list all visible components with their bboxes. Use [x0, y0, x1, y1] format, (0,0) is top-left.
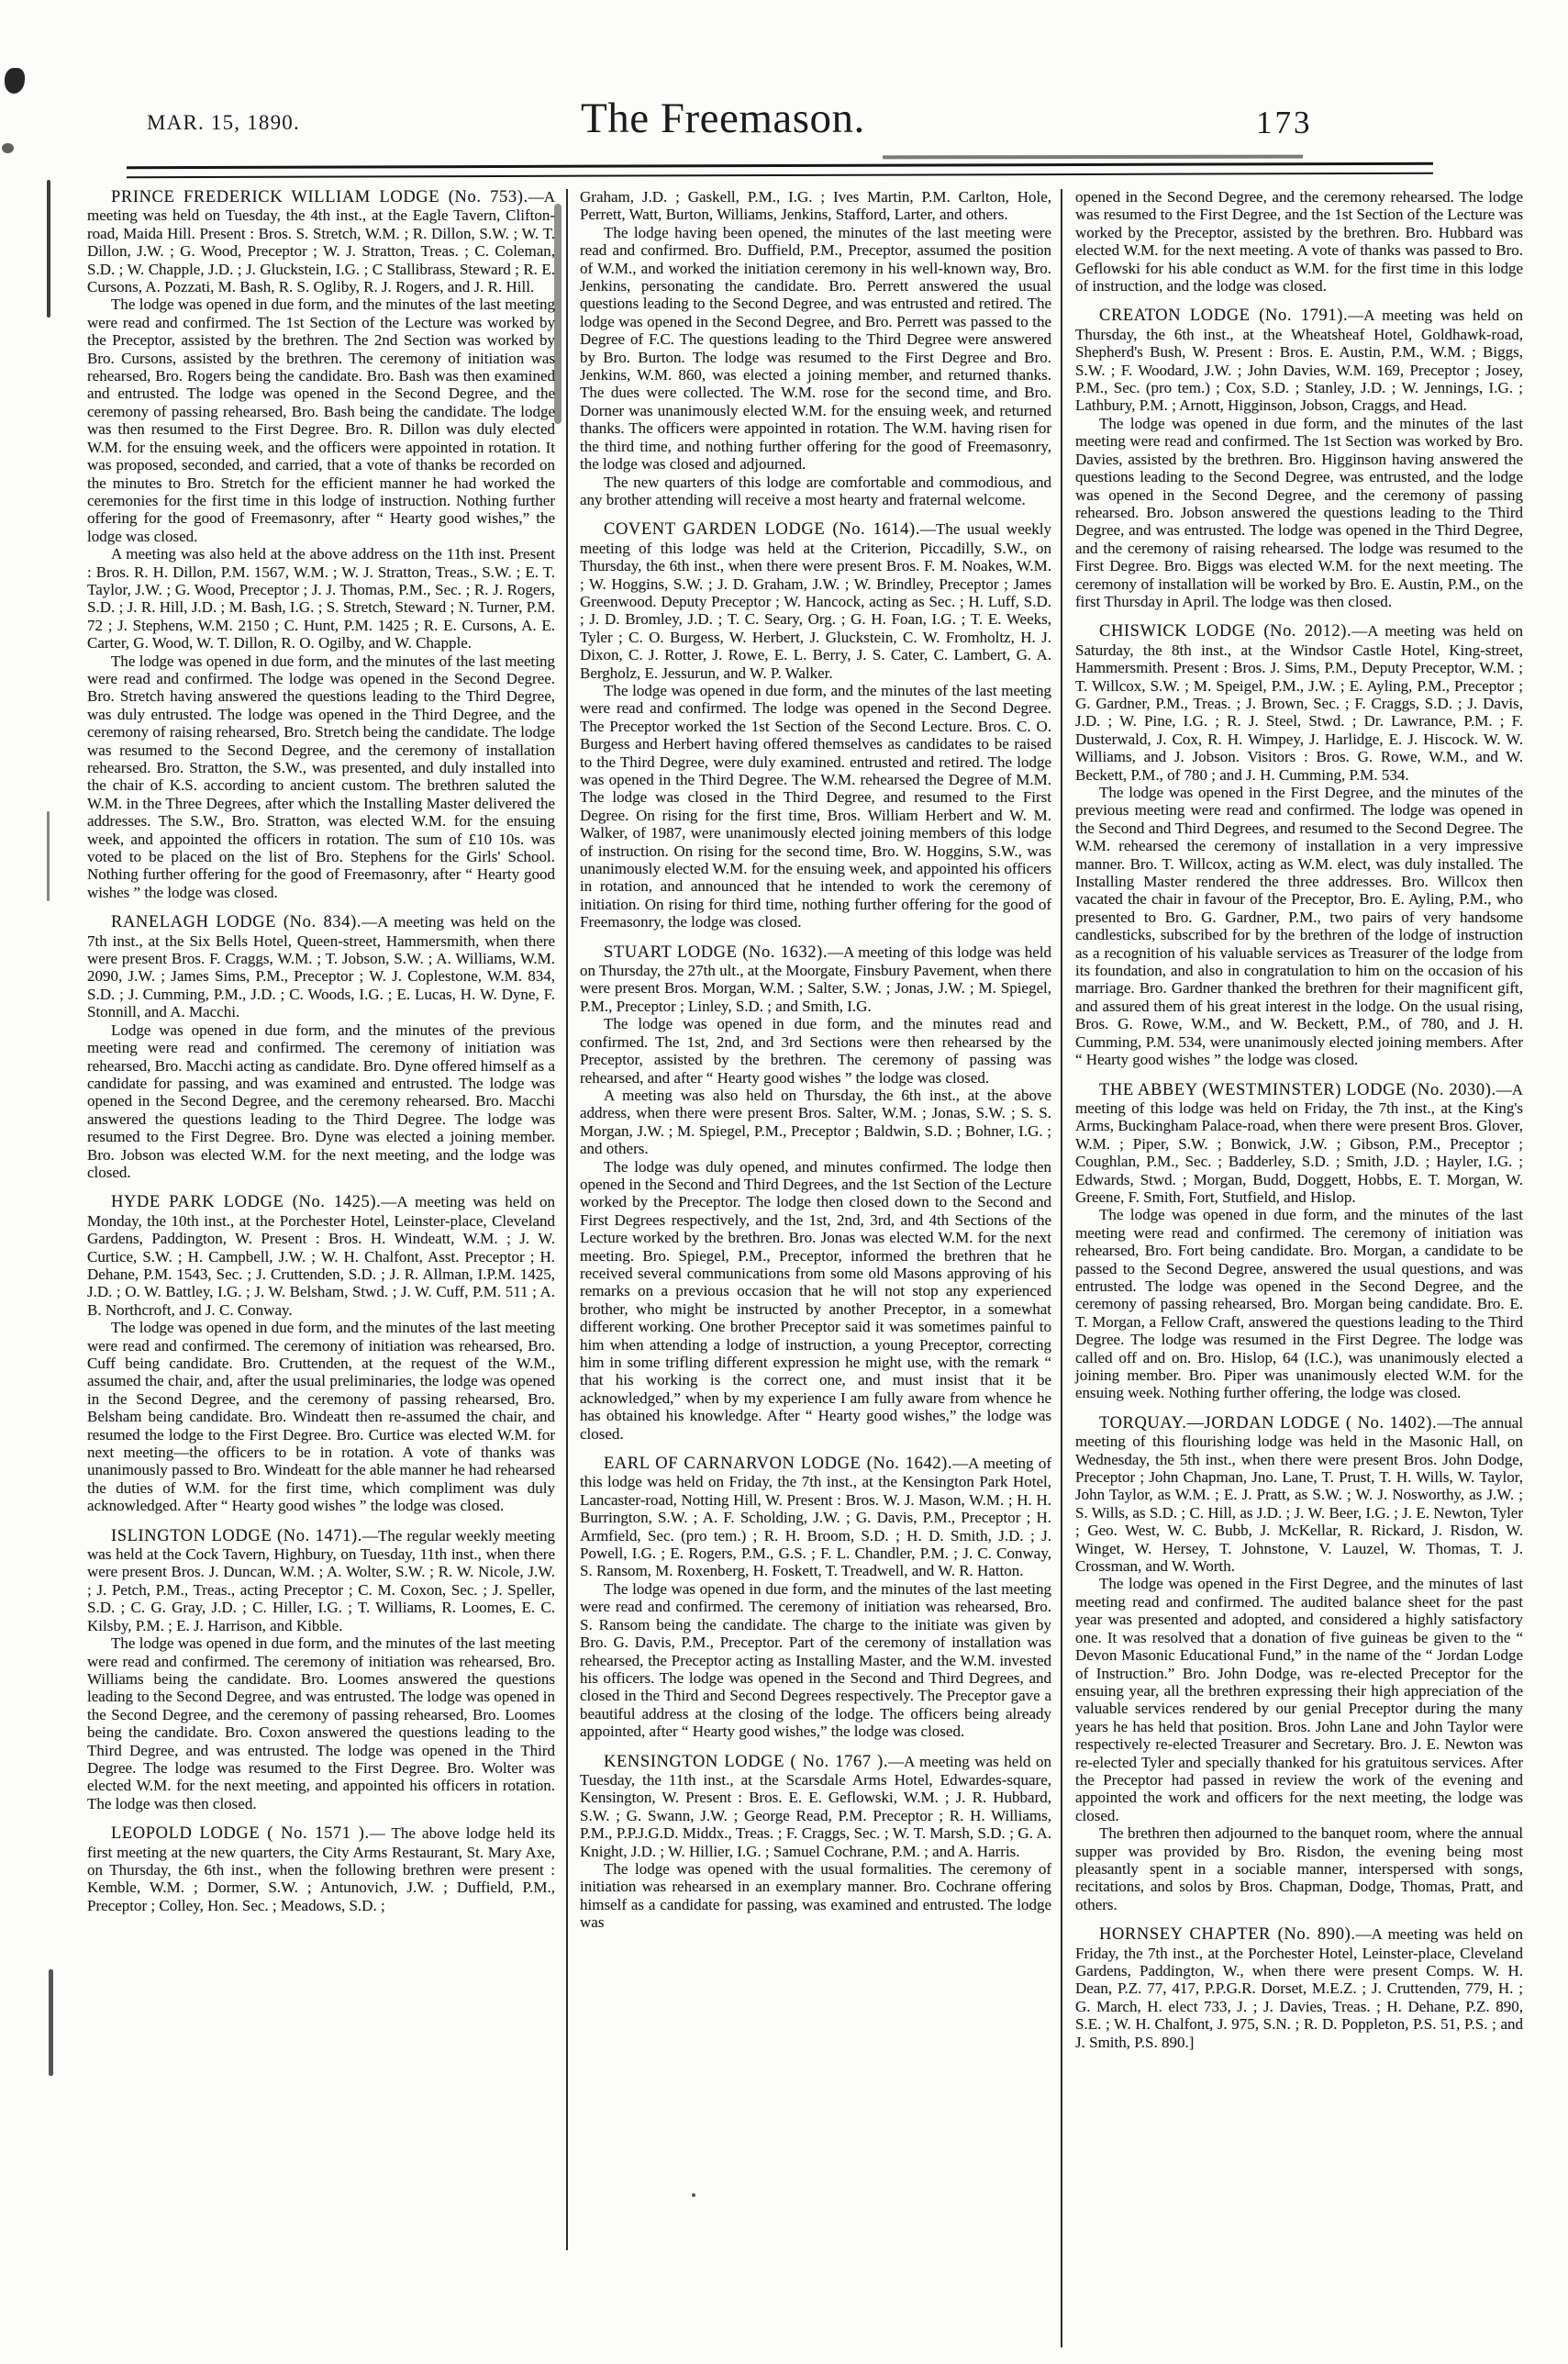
paragraph: STUART LODGE (No. 1632).—A meeting of this lodge was held on Thursday, the 27th ult., at the Moorgate, Finsbury Pavement, when there were present Bros. Morgan, W.M. ; Salter, S.W. ; Jonas, J.W. ; M. Spiegel, P.M., Preceptor ; Linley, S.D. ; and Smith, I.G. [580, 942, 1051, 1015]
article-title: KENSINGTON LODGE ( No. 1767 ). [604, 1752, 889, 1771]
article-title: RANELAGH LODGE (No. 834). [111, 913, 362, 932]
paragraph: The lodge was opened in due form, and the minutes of the last meeting were read and confirmed. The lodge was opened in the Second Degree. The Preceptor worked the 1st Section of the Second Lecture. Bros. C. O. Burgess and Herbert having offered themselves as candidates to be raised to the Third Degree, were duly examined. entrusted and retired. The lodge was opened in the Third Degree. The W.M. rehearsed the Degree of M.M. The lodge was closed in the Third Degree, and resumed to the First Degree. On rising for the first time, Bros. William Herbert and W. M. Walker, of 1987, were unanimously elected joining members of this lodge of instruction. On rising for the second time, Bro. W. Hoggins, S.W., was unanimously elected W.M. for the ensuing week, and appointed his officers in rotation, and announced that he intended to work the ceremony of initiation. On rising for third time, nothing further offering for the good of Freemasonry, the lodge was closed. [580, 681, 1051, 931]
article-title: EARL OF CARNARVON LODGE (No. 1642). [604, 1455, 953, 1474]
article-title: THE ABBEY (WESTMINSTER) LODGE (No. 2030). [1099, 1080, 1496, 1099]
paragraph: The lodge was opened in the First Degree, and the minutes of the previous meeting were read and confirmed. The lodge was opened in the Second and Third Degrees, and resumed to the Second Degree. The W.M. rehearsed the ceremony of installation in a very impressive manner. Bro. T. Willcox, acting as W.M. elect, was duly installed. The Installing Master rendered the three addresses. Bro. Willcox then vacated the chair in favour of the Preceptor, Bro. E. Ayling, P.M., who presented to Bro. G. Gardner, P.M., two pairs of very handsome candlesticks, subscribed for by the brethren of the lodge of instruction as a recognition of his valuable services as Treasurer of the lodge from its foundation, and also in congratulation to him on the occasion of his marriage. Bro. Gardner thanked the brethren for their magnificent gift, and assured them of his great interest in the lodge. On the usual rising, Bros. G. Rowe, W.M., and W. Beckett, P.M., of 780, and J. H. Cumming, P.M. 534, were unanimously elected joining members. After “ Hearty good wishes ” the lodge was closed. [1075, 784, 1523, 1069]
paragraph: The lodge was opened in due form, and the minutes of the last meeting were read and confirmed. The ceremony of initiation was rehearsed, Bro. Williams being the candidate. Bro. Loomes answered the questions leading to the Second Degree, and was entrusted. The lodge was opened in the Second Degree, and the ceremony of passing rehearsed, Bro. Loomes being the candidate. Bro. Coxon answered the questions leading to the Third Degree, and was entrusted. The lodge was opened in the Third Degree. The lodge was resumed to the First Degree. Bro. Wolter was elected W.M. for the next meeting, and appointed his officers in rotation. The lodge was then closed. [87, 1634, 555, 1812]
paragraph: The lodge was opened in the First Degree, and the minutes of last meeting read and confirmed. The audited balance sheet for the past year was presented and adopted, and considered a highly satisfactory one. It was resolved that a donation of five guineas be given to the “ Devon Masonic Educational Fund,” in the name of the “ Jordan Lodge of Instruction.” Bro. John Dodge, was re-elected Preceptor for the ensuing year, all the brethren expressing their high appreciation of the valuable services rendered by our genial Preceptor during the many years he has held that position. Bros. John Lane and John Taylor were respectively re-elected Treasurer and Secretary. Bro. J. E. Newton was re-elected Tyler and specially thanked for his gratuitous services. After the Preceptor had passed in review the work of the evening and appointed the work and officers for the next meeting, the lodge was closed. [1075, 1575, 1523, 1824]
paragraph: The lodge was opened in due form, and the minutes read and confirmed. The 1st, 2nd, and 3rd Sections were then rehearsed by the Preceptor, assisted by the brethren. The ceremony of passing was rehearsed, and after “ Hearty good wishes ” the lodge was closed. [580, 1015, 1051, 1087]
page-number: 173 [1256, 105, 1313, 140]
paragraph: Lodge was opened in due form, and the minutes of the previous meeting were read and confirmed. The ceremony of initiation was rehearsed, Bro. Macchi acting as candidate. Bro. Dyne offered himself as a candidate for passing, and was examined and entrusted. The lodge was opened in the Second Degree, and the ceremony rehearsed. Bro. Macchi answered the questions leading to the Third Degree. The lodge was resumed to the First Degree. Bro. Dyne was elected a joining member. Bro. Jobson was elected W.M. for the next meeting, and the lodge was closed. [87, 1020, 555, 1181]
paragraph: LEOPOLD LODGE ( No. 1571 ).— The above lodge held its first meeting at the new quarters, the City Arms Restaurant, St. Mary Axe, on Thursday, the 6th inst., when the following brethren were present : Kemble, W.M. ; Dormer, S.W. ; Antunovich, J.W. ; Duffield, P.M., Preceptor ; Colley, Hon. Sec. ; Meadows, S.D. ; [87, 1824, 556, 1914]
scan-artifact [883, 155, 1303, 160]
scan-artifact [47, 180, 50, 318]
paragraph: THE ABBEY (WESTMINSTER) LODGE (No. 2030).—A meeting of this lodge was held on Friday, the 7th inst., at the King's Arms, Buckingham Palace-road, when there were present Bros. Glover, W.M. ; Piper, S.W. ; Bonwick, J.W. ; Gibson, P.M., Preceptor ; Coughlan, P.M., Sec. ; Badderley, S.D. ; Smith, J.D. ; Hayler, I.G. ; Edwards, Stwd. ; Morgan, Budd, Doggett, Hobbs, E. T. Morgan, W. Greene, F. Smith, Fort, Stutfield, and Hislop. [1075, 1080, 1523, 1206]
article-the-abbey-westminster-lodge-no-2030 [1075, 1081, 1523, 1402]
masthead-title: The Freemason. [581, 95, 865, 142]
paragraph: PRINCE FREDERICK WILLIAM LODGE (No. 753).—A meeting was held on Tuesday, the 4th inst., at the Eagle Tavern, Clifton-road, Maida Hill. Present : Bros. S. Stretch, W.M. ; R. Dillon, S.W. ; W. T. Dillon, J.W. ; G. Wood, Preceptor ; W. J. Stratton, Treas. ; C. Coleman, S.D. ; W. Chapple, J.D. ; J. Gluckstein, I.G. ; C Stallibrass, Steward ; R. E. Cursons, A. Pozzati, M. Bash, R. S. Ogliby, R. J. Rogers, and J. R. Hill. [87, 188, 555, 296]
paragraph: The lodge having been opened, the minutes of the last meeting were read and confirmed. Bro. Duffield, P.M., Preceptor, assumed the position of W.M., and worked the initiation ceremony in his well-known way, Bro. Jenkins, personating the candidate. Bro. Perrett answered the usual questions leading to the Second Degree, and was entrusted and retired. The lodge was opened in the Second Degree, and Bro. Perrett was passed to the Degree of F.C. The questions leading to the Third Degree were answered by Bro. Burton. The lodge was resumed to the First Degree and Bro. Jenkins, W.M. 860, was elected a joining member, and returned thanks. The dues were collected. The W.M. rose for the second time, and Bro. Dorner was unanimously elected W.M. for the ensuing week, and returned thanks. The officers were appointed in rotation. The W.M. having risen for the third time, and nothing further offering for the good of Freemasonry, the lodge was closed and adjourned. [580, 223, 1051, 474]
article-title: ISLINGTON LODGE (No. 1471). [111, 1526, 363, 1545]
paragraph: HYDE PARK LODGE (No. 1425).—A meeting was held on Monday, the 10th inst., at the Porchester Hotel, Leinster-place, Cleveland Gardens, Paddington, W. Present : Bros. H. Windeatt, W.M. ; J. W. Curtice, S.W. ; H. Campbell, J.W. ; W. H. Chalfont, Asst. Preceptor ; H. Dehane, P.M. 1543, Sec. ; J. Cruttenden, S.D. ; J. R. Allman, I.P.M. 1425, J.D. ; O. W. Battley, I.G. ; J. W. Belsham, Stwd. ; J. W. Cuff, P.M. 511 ; A. B. Northcroft, and J. C. Conway. [87, 1193, 555, 1319]
paragraph: KENSINGTON LODGE ( No. 1767 ).—A meeting was held on Tuesday, the 11th inst., at the Scarsdale Arms Hotel, Edwardes-square, Kensington, W. Present : Bros. E. E. Geflowski, W.M. ; J. R. Hubbard, S.W. ; G. Swann, J.W. ; George Read, P.M. Preceptor ; R. H. Williams, P.M., P.P.J.G.D. Middx., Treas. ; F. Craggs, Sec. ; W. T. Marsh, S.D. ; G. A. Knight, J.D. ; W. Hillier, I.G. ; Samuel Cochrane, P.M. ; and A. Harris. [580, 1752, 1051, 1860]
scan-artifact [2, 143, 14, 153]
scan-artifact [5, 68, 25, 94]
article-title: HORNSEY CHAPTER (No. 890). [1099, 1925, 1356, 1945]
column-2 [580, 188, 1051, 2051]
paragraph: The lodge was opened in due form, and the minutes of the last meeting were read and confirmed. The ceremony of initiation was rehearsed, Bro. S. Ransom being the candidate. The charge to the initiate was given by Bro. G. Davis, P.M., Preceptor. Part of the ceremony of installation was rehearsed, the Preceptor acting as Installing Master, and the W.M. invested his officers. The lodge was opened in the Second and Third Degrees, and closed in the Third and Second Degrees respectively. The Preceptor gave a beautiful address at the closing of the lodge. The officers being already appointed, after “ Hearty good wishes,” the lodge was closed. [580, 1579, 1051, 1741]
article-stuart-lodge-no-1632 [580, 943, 1051, 1443]
article-kensington-lodge-no-1767 [580, 1753, 1051, 1932]
article-islington-lodge-no-1471 [87, 1527, 555, 1813]
article-covent-garden-lodge-no-1614 [580, 520, 1051, 931]
paragraph: opened in the Second Degree, and the ceremony rehearsed. The lodge was resumed to the First Degree, and the 1st Section of the Lecture was worked by the Preceptor, assisted by the brethren. Bro. Hubbard was elected W.M. for the next meeting. A vote of thanks was passed to Bro. Geflowski for his able conduct as W.M. for the first time in this lodge of instruction, and the lodge was closed. [1075, 188, 1523, 296]
article-prince-frederick-william-lodge-no-753 [87, 188, 555, 901]
paragraph: The lodge was opened in due form, and the minutes of the last meeting were read and confirmed. The ceremony of initiation was rehearsed, Bro. Fort being candidate. Bro. Morgan, a candidate to be passed to the Second Degree, answered the usual questions, and was entrusted. The lodge was opened in the Second Degree, and the ceremony of passing rehearsed, Bro. Morgan being candidate. Bro. E. T. Morgan, a Fellow Craft, answered the questions leading to the Third Degree. The lodge was resumed in the First Degree. The lodge was called off and on. Bro. Hislop, 64 (I.C.), was unanimously elected a joining member. Bro. Piper was unanimously elected W.M. for the ensuing week. Nothing further offering, the lodge was closed. [1075, 1206, 1523, 1402]
article-continuation [580, 188, 1051, 508]
paragraph: The lodge was opened in due form, and the minutes of the last meeting were read and confirmed. The lodge was opened in the Second Degree. Bro. Stretch having answered the questions leading to the Third Degree, was duly entrusted. The lodge was opened in the Third Degree, and the ceremony of raising rehearsed, Bro. Stretch being the candidate. The lodge was resumed to the Second Degree, and the ceremony of installation rehearsed. Bro. Stratton, the S.W., was presented, and duly installed into the chair of K.S. according to ancient custom. The brethren saluted the W.M. in the Three Degrees, after which the Installing Master delivered the addresses. The S.W., Bro. Stratton, was elected W.M. for the ensuing week, and appointed the officers in rotation. The sum of £10 10s. was voted to be placed on the list of Bro. Stephens for the Girls' School. Nothing further offering for the good of Freemasonry, after “ Hearty good wishes ” the lodge was closed. [87, 652, 555, 901]
scan-artifact [692, 2193, 695, 2197]
article-title: LEOPOLD LODGE ( No. 1571 ). [111, 1824, 370, 1844]
paragraph: The lodge was opened in due form, and the minutes of the last meeting were read and confirmed. The ceremony of initiation was rehearsed, Bro. Cuff being candidate. Bro. Cruttenden, at the request of the W.M., assumed the chair, and, after the usual preliminaries, the lodge was opened in the Second Degree, and the ceremony of passing rehearsed, Bro. Belsham being candidate. Bro. Windeatt then re-assumed the chair, and resumed the lodge to the First Degree. Bro. Curtice was elected W.M. for next meeting—the officers to be in rotation. A vote of thanks was unanimously passed to Bro. Windeatt for the able manner he had rehearsed the duties of W.M. for the first time, which compliment was duly acknowledged. After “ Hearty good wishes ” the lodge was closed. [87, 1319, 555, 1515]
article-columns [87, 188, 1523, 2051]
article-earl-of-carnarvon-lodge-no-1642 [580, 1455, 1051, 1741]
article-continuation [1075, 188, 1523, 295]
paragraph: HORNSEY CHAPTER (No. 890).—A meeting was held on Friday, the 7th inst., at the Porchester Hotel, Leinster-place, Cleveland Gardens, Paddington, W., when there were present Comps. W. H. Dean, P.Z. 77, 417, P.P.G.R. Dorset, M.E.Z. ; J. Cruttenden, 779, H. ; G. March, H. elect 733, J. ; J. Davies, Treas. ; H. Dehane, P.Z. 890, S.E. ; W. H. Chalfont, J. 975, S.N. ; R. D. Poppleton, P.S. 51, P.S. ; and J. Smith, P.S. 890.] [1075, 1925, 1523, 2051]
paragraph: CREATON LODGE (No. 1791).—A meeting was held on Thursday, the 6th inst., at the Wheatsheaf Hotel, Goldhawk-road, Shepherd's Bush, W. Present : Bros. E. Austin, P.M., W.M. ; Biggs, S.W. ; F. Woodard, J.W. ; John Davies, W.M. 169, Preceptor ; Josey, P.M., Sec. (pro tem.) ; Cox, S.D. ; Stanley, J.D. ; W. Jennings, I.G. ; Lathbury, P.M. ; Arnott, Higginson, Jobson, Craggs, and Head. [1075, 307, 1523, 415]
paragraph: The lodge was opened in due form, and the minutes of the last meeting were read and confirmed. The 1st Section was worked by Bro. Davies, assisted by the brethren. Bro. Higginson having answered the questions leading to the Second Degree, was entrusted, and the lodge was opened in the Second Degree, and the ceremony of passing rehearsed. Bro. Jobson answered the questions leading to the Third Degree, and was entrusted. The lodge was opened in the Third Degree, and the ceremony of raising rehearsed. The lodge was resumed to the First Degree. Bro. Biggs was elected W.M. for the next meeting. The ceremony of installation will be worked by Bro. E. Austin, P.M., on the first Thursday in April. The lodge was then closed. [1075, 414, 1523, 610]
article-leopold-lodge-no-1571 [87, 1824, 555, 1914]
column-1 [87, 188, 555, 2051]
article-title: STUART LODGE (No. 1632). [604, 942, 828, 962]
article-hyde-park-lodge-no-1425 [87, 1193, 555, 1514]
article-title: COVENT GARDEN LODGE (No. 1614). [604, 520, 920, 540]
scan-artifact [47, 811, 50, 901]
article-chiswick-lodge-no-2012 [1075, 622, 1523, 1068]
article-title: HYDE PARK LODGE (No. 1425). [111, 1193, 382, 1212]
article-ranelagh-lodge-no-834 [87, 913, 555, 1181]
paragraph: CHISWICK LODGE (No. 2012).—A meeting was held on Saturday, the 8th inst., at the Windsor Castle Hotel, King-street, Hammersmith. Present : Bros. J. Sims, P.M., Deputy Preceptor, W.M. ; T. Willcox, S.W. ; M. Speigel, P.M., J.W. ; E. Ayling, P.M., Preceptor ; G. Gardner, P.M., Treas. ; J. Brown, Sec. ; F. Craggs, S.D. ; J. Davis, J.D. ; W. Pine, I.G. ; R. J. Steel, Stwd. ; Dr. Lawrance, P.M. ; F. Dusterwald, J. Cox, R. H. Wimpey, J. Harlidge, E. J. Hiscock. W. W. Williams, and J. Jobson. Visitors : Bros. G. Rowe, W.M., and W. Beckett, P.M., of 780 ; and J. H. Cumming, P.M. 534. [1075, 622, 1523, 784]
paragraph: The lodge was opened in due form, and the minutes of the last meeting were read and confirmed. The 1st Section of the Lecture was worked by the Preceptor, assisted by the brethren. The 2nd Section was worked by Bro. Cursons, assisted by the brethren. The ceremony of initiation was rehearsed, Bro. Rogers being the candidate. Bro. Bash was then examined and entrusted. The lodge was opened in the Second Degree, and the ceremony of passing rehearsed, Bro. Bash being the candidate. The lodge was then resumed to the First Degree. Bro. R. Dillon was duly elected W.M. for the ensuing week, and the officers were appointed in rotation. It was proposed, seconded, and carried, that a vote of thanks be recorded on the minutes to Bro. Stretch for the efficient manner he had worked the ceremonies for the first time in this lodge of instruction. Nothing further offering for the good of Freemasonry, after “ Hearty good wishes,” the lodge was closed. [87, 296, 555, 545]
article-hornsey-chapter-no-890 [1075, 1925, 1523, 2051]
masthead-rule [127, 162, 1433, 178]
issue-date: MAR. 15, 1890. [147, 111, 300, 134]
paragraph: The lodge was opened with the usual formalities. The ceremony of initiation was rehearsed in an exemplary manner. Bro. Cochrane offering himself as a candidate for passing, was examined and entrusted. The lodge was [580, 1859, 1051, 1932]
article-title: CHISWICK LODGE (No. 2012). [1099, 622, 1352, 641]
paragraph: The lodge was duly opened, and minutes confirmed. The lodge then opened in the Second and Third Degrees, and the 1st Section of the Lecture worked by the Preceptor. The lodge then closed down to the Second and First Degrees respectively, and the 1st, 2nd, 3rd, and 4th Sections of the Lecture worked by the brethren. Bro. Jonas was elected W.M. for the next meeting. Bro. Spiegel, P.M., Preceptor, informed the brethren that he received several communications from some old Masons approving of his remarks on a previous occasion that he will not stop any experienced brother, who might be instructed by another Preceptor, in a somewhat different working. One brother Preceptor said it was sometimes painful to him when attending a lodge of instruction, a young Preceptor, correcting him in some trifling different expression he might use, with the remark “ that his working is the correct one, and must insist that it be acknowledged,” when by my experience I am fully aware from whence he has obtained his knowledge. After “ Hearty good wishes,” the lodge was closed. [580, 1157, 1051, 1443]
paragraph: COVENT GARDEN LODGE (No. 1614).—The usual weekly meeting of this lodge was held at the Criterion, Piccadilly, S.W., on Thursday, the 6th inst., when there were present Bros. F. M. Noakes, W.M. ; W. Hoggins, S.W. ; J. D. Graham, J.W. ; W. Brindley, Preceptor ; James Greenwood. Deputy Preceptor ; W. Hancock, acting as Sec. ; H. Luff, S.D. ; J. D. Bromley, J.D. ; T. C. Seary, Org. ; G. H. Foan, I.G. ; T. E. Weeks, Tyler ; C. O. Burgess, W. Herbert, J. Gluckstein, C. W. Fromholtz, H. J. Dixon, C. J. Rotter, J. Rowe, E. L. Berry, J. S. Cater, C. Lambert, G. A. Bergholz, E. Jessurun, and W. P. Walker. [580, 520, 1052, 682]
article-creaton-lodge-no-1791 [1075, 307, 1523, 610]
paragraph: A meeting was also held at the above address on the 11th inst. Present : Bros. R. H. Dillon, P.M. 1567, W.M. ; W. J. Stratton, Treas., S.W. ; E. T. Taylor, J.W. ; G. Wood, Preceptor ; J. J. Thomas, P.M., Sec. ; R. J. Rogers, S.D. ; J. R. Hill, J.D. ; M. Bash, I.G. ; S. Stretch, Steward ; N. Turner, P.M. 72 ; J. Stephens, W.M. 2150 ; C. Hunt, P.M. 1425 ; R. E. Cursons, A. E. Carter, G. Wood, W. T. Dillon, R. O. Ogilby, and W. Chapple. [87, 545, 555, 652]
paragraph: RANELAGH LODGE (No. 834).—A meeting was held on the 7th inst., at the Six Bells Hotel, Queen-street, Hammersmith, when there were present Bros. F. Craggs, W.M. ; T. Jobson, S.W. ; A. Williams, W.M. 2090, J.W. ; James Sims, P.M., Preceptor ; W. J. Coplestone, W.M. 834, S.D. ; J. Cumming, P.M., J.D. ; C. Woods, I.G. ; E. Lucas, H. W. Dyne, F. Stonnill, and A. Macchi. [87, 913, 556, 1021]
article-title: PRINCE FREDERICK WILLIAM LODGE (No. 753). [111, 188, 528, 206]
scan-artifact [49, 1969, 53, 2076]
article-title: TORQUAY.—JORDAN LODGE ( No. 1402). [1099, 1413, 1438, 1433]
article-title: CREATON LODGE (No. 1791). [1099, 307, 1349, 326]
paragraph: The new quarters of this lodge are comfortable and commodious, and any brother attending will receive a most hearty and fraternal welcome. [580, 473, 1051, 508]
scan-artifact [554, 204, 562, 424]
column-3 [1075, 188, 1523, 2051]
paragraph: EARL OF CARNARVON LODGE (No. 1642).—A meeting of this lodge was held on Friday, the 7th inst., at the Kensington Park Hotel, Lancaster-road, Notting Hill, W. Present : Bros. W. J. Mason, W.M. ; H. H. Burrington, S.W. ; A. F. Scholding, J.W. ; G. Davis, P.M., Preceptor ; H. Armfield, Sec. (pro tem.) ; R. H. Broom, S.D. ; H. D. Smith, J.D. ; J. Powell, I.G. ; E. Rogers, P.M., G.S. ; F. L. Chandler, P.M. ; J. C. Conway, S. Ransom, M. Roxenberg, H. Foskett, T. Treadwell, and W. R. Hatton. [580, 1455, 1051, 1580]
article-torquay-jordan-lodge-no-1402 [1075, 1414, 1523, 1913]
paragraph: TORQUAY.—JORDAN LODGE ( No. 1402).—The annual meeting of this flourishing lodge was held in the Masonic Hall, on Wednesday, the 5th inst., when there were present Bros. John Dodge, Preceptor ; John Chapman, Jno. Lane, T. Prust, T. H. Wills, W. Taylor, John Taylor, as W.M. ; E. J. Pratt, as S.W. ; W. J. Nosworthy, as J.W. ; S. Wills, as S.D. ; C. Hill, as J.D. ; J. W. Beer, I.G. ; J. E. Newton, Tyler ; Geo. West, W. C. Bubb, J. McKellar, R. Rickard, J. Risdon, W. Winget, W. Hersey, T. Johnstone, V. Lauzel, W. Thomas, T. J. Crossman, and W. Worth. [1075, 1413, 1524, 1576]
paragraph: Graham, J.D. ; Gaskell, P.M., I.G. ; Ives Martin, P.M. Carlton, Hole, Perrett, Watt, Burton, Williams, Jenkins, Stafford, Larter, and others. [580, 188, 1051, 224]
paragraph: The brethren then adjourned to the banquet room, where the annual supper was provided by Bro. Risdon, the evening being most pleasantly spent in a sociable manner, interspersed with songs, recitations, and solos by Bros. Chapman, Dodge, Thomas, Pratt, and others. [1075, 1824, 1523, 1913]
paragraph: ISLINGTON LODGE (No. 1471).—The regular weekly meeting was held at the Cock Tavern, Highbury, on Tuesday, 11th inst., when there were present Bros. J. Duncan, W.M. ; A. Wolter, S.W. ; R. W. Nicole, J.W. ; J. Petch, P.M., Treas., acting Preceptor ; C. M. Coxon, Sec. ; J. Speller, S.D. ; C. G. Gray, J.D. ; C. Hiller, I.G. ; T. Williams, R. Loomes, E. C. Kilsby, P.M. ; E. J. Harrison, and Kibble. [87, 1526, 555, 1634]
paragraph: A meeting was also held on Thursday, the 6th inst., at the above address, when there were present Bros. Salter, W.M. ; Jonas, S.W. ; S. S. Morgan, J.W. ; M. Spiegel, P.M., Preceptor ; Baldwin, S.D. ; Bohner, I.G. ; and others. [580, 1086, 1051, 1158]
